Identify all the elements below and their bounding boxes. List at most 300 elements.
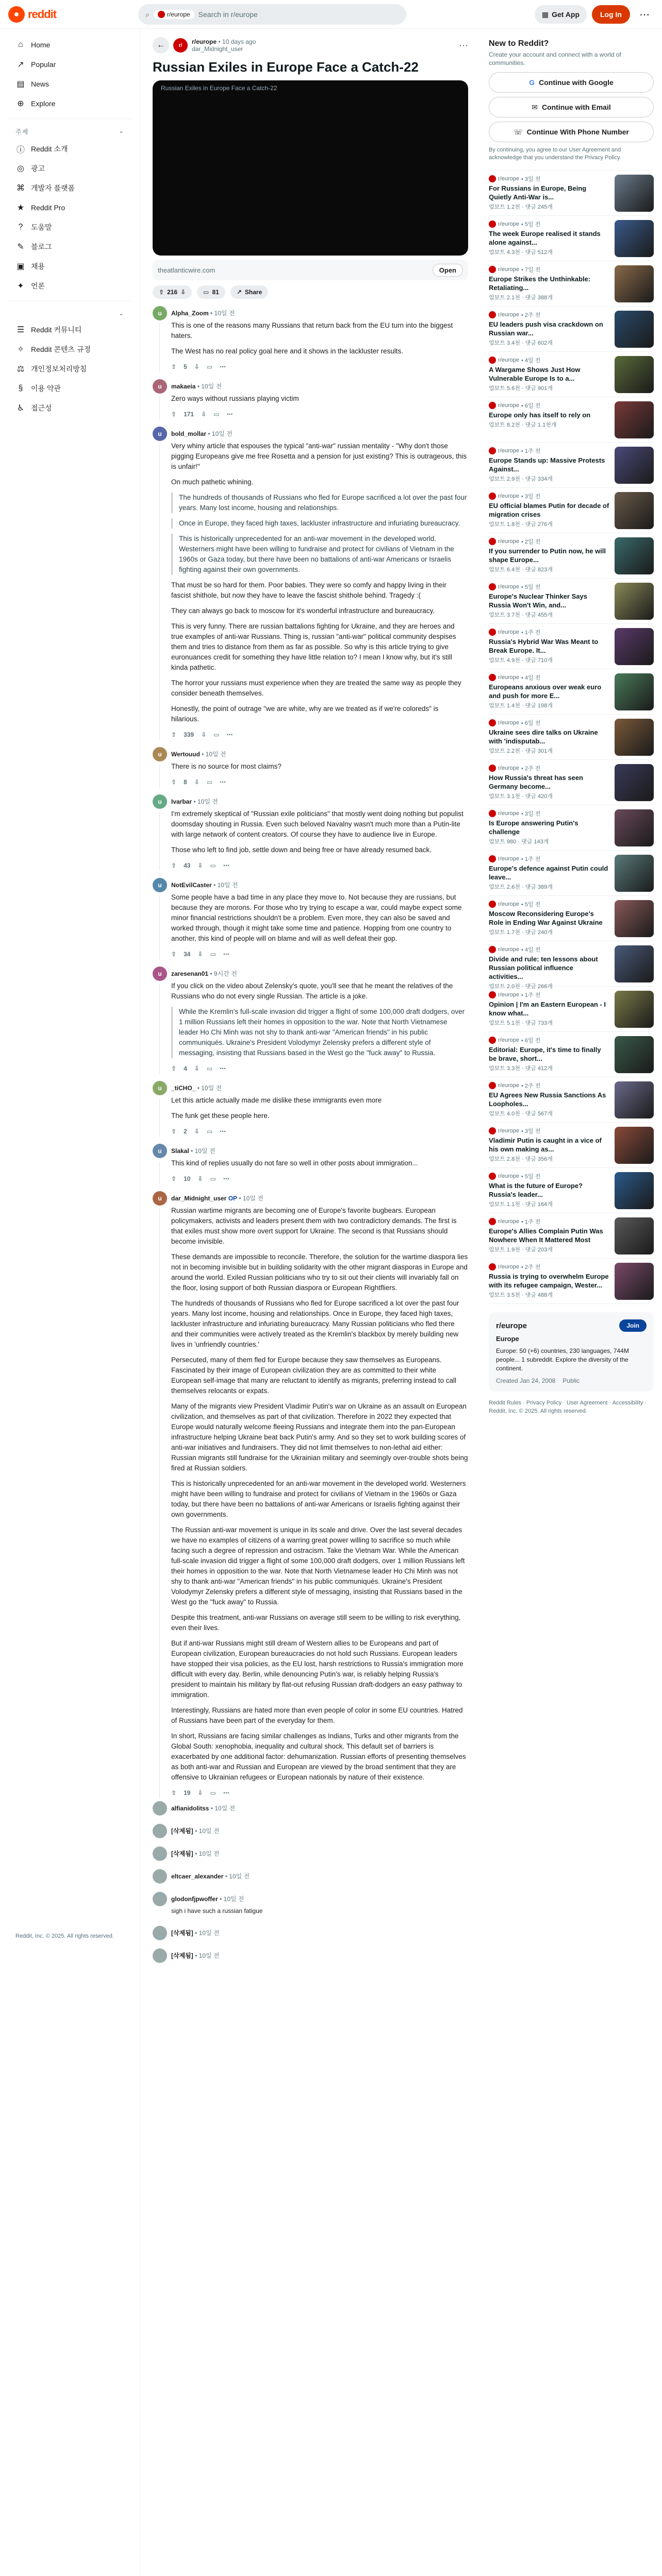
nav-resource-item[interactable]	[8, 139, 131, 159]
related-thumbnail[interactable]	[615, 945, 654, 982]
back-arrow-icon[interactable]: ←	[153, 37, 169, 54]
downvote-icon[interactable]: ⇩	[197, 951, 203, 958]
downvote-icon[interactable]: ⇩	[197, 1789, 203, 1797]
email-signup-button[interactable]	[489, 97, 654, 117]
related-thumbnail[interactable]	[615, 1081, 654, 1118]
related-sub-name[interactable]: r/europe	[498, 493, 519, 499]
comment-author[interactable]: alfianidolitss	[171, 1805, 209, 1812]
related-post[interactable]	[489, 851, 654, 896]
related-title[interactable]: Europe only has itself to rely on	[489, 411, 591, 419]
communities-icon: ☰	[16, 326, 25, 334]
accessibility-icon: ♿	[16, 404, 25, 413]
related-post[interactable]	[489, 760, 654, 805]
subreddit-avatar[interactable]: r/	[173, 38, 188, 53]
comment-author[interactable]: eltcaer_alexander	[171, 1873, 224, 1880]
related-title[interactable]: For Russians in Europe, Being Quietly Anti-War is...	[489, 184, 587, 201]
related-thumbnail[interactable]	[615, 900, 654, 937]
post-subreddit[interactable]: r/europe	[192, 38, 217, 45]
related-post[interactable]	[489, 1032, 654, 1077]
related-sub-name[interactable]: r/europe	[498, 584, 519, 590]
vote-control[interactable]	[153, 285, 192, 299]
collapsed-comment[interactable]	[153, 1801, 468, 1821]
join-button[interactable]: Join	[619, 1319, 647, 1332]
related-sub-name[interactable]: r/europe	[498, 357, 519, 363]
reply-button[interactable]: ▭	[213, 411, 220, 418]
nav-item-label: 도움말	[31, 223, 52, 231]
comment-author[interactable]: [삭제됨]	[171, 1952, 193, 1959]
comment-author[interactable]: [삭제됨]	[171, 1929, 193, 1937]
more-icon[interactable]: ⋯	[223, 1175, 229, 1182]
subreddit-info	[489, 1312, 654, 1392]
related-title[interactable]: Europe's defence against Putin could leave...	[489, 865, 608, 881]
comment-author[interactable]: _tiCHO_	[171, 1084, 196, 1092]
related-sub	[489, 492, 609, 500]
search-placeholder[interactable]: Search in r/europe	[198, 10, 258, 19]
more-icon[interactable]: ⋯	[223, 862, 229, 869]
upvote-icon[interactable]: ⇧	[171, 731, 177, 738]
related-title[interactable]: A Wargame Shows Just How Vulnerable Europe Is to a...	[489, 366, 581, 382]
related-title[interactable]: Europe Stands up: Massive Protests Against...	[489, 456, 605, 473]
comment-author[interactable]: bold_mollar	[171, 430, 207, 437]
related-thumbnail[interactable]	[615, 265, 654, 302]
more-icon[interactable]: ⋯	[220, 1065, 226, 1072]
comment-avatar[interactable]: u	[153, 1144, 167, 1158]
comment	[153, 967, 468, 1074]
op-comment	[153, 1191, 468, 1798]
collapsed-comment[interactable]	[153, 1948, 468, 1968]
phone-signup-button[interactable]	[489, 122, 654, 142]
related-sub-name[interactable]: r/europe	[498, 1128, 519, 1134]
downvote-icon[interactable]: ⇩	[194, 1128, 200, 1135]
share-button[interactable]	[230, 285, 268, 299]
related-title[interactable]: The week Europe realised it stands alone against...	[489, 230, 601, 246]
downvote-icon[interactable]: ⇩	[194, 363, 200, 370]
related-age: • 6일 전	[521, 403, 541, 409]
related-sub-name[interactable]: r/europe	[498, 1037, 519, 1043]
related-sub-name[interactable]: r/europe	[498, 221, 519, 227]
related-thumbnail[interactable]	[615, 447, 654, 484]
related-text	[489, 401, 609, 438]
comment-author[interactable]: Ivarbar	[171, 798, 192, 805]
post-options-icon[interactable]: ⋯	[459, 40, 468, 50]
comment-avatar[interactable]	[153, 1846, 167, 1861]
subreddit-icon	[489, 674, 496, 681]
nav-resource-item[interactable]	[8, 340, 131, 359]
related-thumbnail[interactable]	[615, 855, 654, 892]
related-stats: 업보트 1.4천 · 댓글 198개	[489, 703, 553, 709]
reply-button[interactable]: ▭	[213, 731, 220, 738]
reddit-logo[interactable]	[8, 6, 56, 23]
related-stats: 업보트 4.0천 · 댓글 567개	[489, 1111, 553, 1117]
nav-section-header[interactable]	[8, 301, 131, 320]
share-label: Share	[244, 289, 262, 296]
downvote-icon[interactable]: ⇩	[194, 1065, 200, 1072]
comment-meta	[171, 878, 468, 892]
related-post[interactable]	[489, 1168, 654, 1213]
collapsed-comment[interactable]	[153, 1846, 468, 1866]
related-sub-name[interactable]: r/europe	[498, 629, 519, 635]
related-title[interactable]: EU Agrees New Russia Sanctions As Loopholes...	[489, 1091, 606, 1108]
related-sub-name[interactable]: r/europe	[498, 1264, 519, 1270]
reply-button[interactable]: ▭	[206, 363, 213, 370]
related-sub-name[interactable]: r/europe	[498, 538, 519, 545]
nav-resource-item[interactable]	[8, 398, 131, 418]
related-thumbnail[interactable]	[615, 311, 654, 348]
upvote-icon[interactable]: ⇧	[171, 951, 177, 958]
related-title[interactable]: Vladimir Putin is caught in a vice of his own making as...	[489, 1137, 602, 1153]
downvote-icon[interactable]: ⇩	[201, 731, 207, 738]
comment-avatar[interactable]: u	[153, 794, 167, 809]
related-sub-name[interactable]: r/europe	[498, 1173, 519, 1179]
upvote-icon[interactable]: ⇧	[171, 778, 177, 786]
related-sub-name[interactable]: r/europe	[498, 402, 519, 409]
related-text	[489, 311, 609, 347]
thread-line[interactable]	[159, 812, 160, 871]
related-post[interactable]	[489, 1213, 654, 1259]
comment-text: That must be so hard for them. Poor babies. They were so comfy and happy living in their fascist shithole, but now they have to leave the fascist shithole behind. Tragedy :(	[171, 581, 447, 599]
related-title[interactable]: What is the future of Europe? Russia's leader...	[489, 1182, 583, 1198]
related-thumbnail[interactable]	[615, 809, 654, 846]
comment-actions	[171, 777, 468, 787]
related-text	[489, 175, 609, 211]
nav-item-explore[interactable]	[8, 94, 131, 113]
comment-avatar[interactable]	[153, 1892, 167, 1906]
nav-resource-item[interactable]	[8, 379, 131, 398]
downvote-icon[interactable]: ⇩	[197, 862, 203, 869]
related-sub-name[interactable]: r/europe	[498, 312, 519, 318]
upvote-icon[interactable]: ⇧	[171, 411, 177, 418]
comment-text: There is no source for most claims?	[171, 762, 282, 770]
related-thumbnail[interactable]	[615, 1172, 654, 1209]
comment-text: If you click on the video about Zelensky's quote, you'll see that he meant the relatives of the Russians who do not every single Russian. The article is a joke.	[171, 982, 453, 1000]
related-age: • 2일 전	[521, 539, 541, 545]
thread-line[interactable]	[159, 765, 160, 787]
upvote-icon[interactable]: ⇧	[171, 1789, 177, 1797]
collapsed-comment[interactable]	[153, 1869, 468, 1889]
related-thumbnail[interactable]	[615, 401, 654, 438]
comment-text: Let this article actually made me dislike these immigrants even more	[171, 1096, 382, 1104]
related-age: • 4일 전	[521, 947, 541, 953]
comment-text: Very whiny article that espouses the typical "anti-war" russian mentality - "Why don't those pigging Europeans give me free Rosetta and a pension for just existing? This is outrageous, this is unfair!"	[171, 442, 467, 470]
related-post[interactable]	[489, 1123, 654, 1168]
comment-avatar[interactable]: u	[153, 747, 167, 761]
related-title[interactable]: How Russia's threat has seen Germany become...	[489, 774, 583, 790]
related-post[interactable]	[489, 941, 654, 990]
thread-line[interactable]	[159, 1161, 160, 1184]
comment-author[interactable]: makaeia	[171, 383, 196, 390]
nav-resource-item[interactable]	[8, 320, 131, 340]
help-icon: ?	[18, 223, 23, 231]
comment-avatar[interactable]: u	[153, 306, 167, 320]
post-image[interactable]	[153, 80, 468, 256]
nav-resource-item[interactable]	[8, 276, 131, 296]
related-title[interactable]: If you surrender to Putin now, he will shape Europe...	[489, 547, 606, 564]
related-title[interactable]: Ukraine sees dire talks on Ukraine with 'indisputab...	[489, 728, 598, 745]
subreddit-icon	[489, 1082, 496, 1089]
related-post[interactable]	[489, 896, 654, 941]
related-thumbnail[interactable]	[615, 1127, 654, 1164]
upvote-icon[interactable]: ⇧	[171, 363, 177, 370]
subreddit-chip[interactable]	[154, 10, 194, 19]
related-post[interactable]	[489, 171, 654, 216]
nav-resource-item[interactable]	[8, 257, 131, 276]
comment-avatar[interactable]: u	[153, 1191, 167, 1206]
related-sub-name[interactable]: r/europe	[498, 946, 519, 953]
sub-name[interactable]: r/europe	[496, 1321, 527, 1330]
sub-title: Europe	[496, 1335, 519, 1343]
comment-author[interactable]: zaresenan01	[171, 970, 209, 977]
thread-line[interactable]	[159, 895, 160, 959]
related-title[interactable]: EU leaders push visa crackdown on Russian war...	[489, 320, 603, 337]
related-text	[489, 1217, 609, 1254]
downvote-icon[interactable]: ⇩	[194, 778, 200, 786]
collapsed-comment[interactable]	[153, 1926, 468, 1945]
comment-avatar[interactable]	[153, 1801, 167, 1816]
more-icon[interactable]: ⋯	[639, 9, 650, 21]
nav-section-title: 주제	[15, 128, 29, 135]
related-thumbnail[interactable]	[615, 1263, 654, 1300]
nav-item-label: Reddit Pro	[31, 204, 65, 212]
comment-author[interactable]: Alpha_Zoom	[171, 310, 209, 317]
nav-item-home[interactable]	[8, 35, 131, 55]
related-thumbnail[interactable]	[615, 628, 654, 665]
comment-author[interactable]: [삭제됨]	[171, 1850, 193, 1857]
related-post[interactable]	[489, 987, 654, 1032]
more-icon[interactable]: ⋯	[226, 731, 233, 738]
related-post[interactable]	[489, 579, 654, 624]
nav-item-popular[interactable]	[8, 55, 131, 74]
comment-avatar[interactable]	[153, 1824, 167, 1838]
upvote-icon[interactable]: ⇧	[159, 289, 164, 296]
thread-line[interactable]	[159, 1209, 160, 1798]
thread-line[interactable]	[159, 324, 160, 372]
related-post[interactable]	[489, 624, 654, 669]
upvote-icon[interactable]: ⇧	[171, 862, 177, 869]
downvote-icon[interactable]: ⇩	[197, 1175, 203, 1182]
related-thumbnail[interactable]	[615, 991, 654, 1028]
nav-resource-item[interactable]	[8, 178, 131, 198]
signup-box	[489, 37, 654, 164]
comment-avatar[interactable]: u	[153, 379, 167, 394]
related-post[interactable]	[489, 443, 654, 488]
related-post[interactable]	[489, 805, 654, 851]
comment	[153, 427, 468, 740]
comment-avatar[interactable]	[153, 1948, 167, 1963]
search-bar[interactable]	[138, 4, 406, 25]
comment-avatar[interactable]	[153, 1869, 167, 1884]
comment-avatar[interactable]: u	[153, 878, 167, 892]
upvote-icon[interactable]: ⇧	[171, 1175, 177, 1182]
thread-line[interactable]	[159, 397, 160, 419]
comment-text: The hundreds of thousands of Russians who fled for Europe sacrificed a lot over the past four years. Many lost income, housing and relationships. Once in Europe, they faced high taxes, lackluster infrastructure and infuriating bureaucracy. Many Russian politicians who fled there and their communities were actively treated as the Kremlin's blackbox by merely building new lives in 'unfriendly countries.'	[171, 1299, 459, 1348]
related-sub-name[interactable]: r/europe	[498, 266, 519, 273]
comment-avatar[interactable]: u	[153, 427, 167, 441]
comment-text: The West has no real policy goal here and it shows in the lackluster results.	[171, 347, 403, 355]
careers-icon: ▣	[16, 262, 25, 271]
comment-author[interactable]: Slakal	[171, 1147, 189, 1155]
related-post[interactable]	[489, 488, 654, 533]
related-title[interactable]: EU official blames Putin for decade of migration crises	[489, 502, 609, 518]
thread-line[interactable]	[159, 444, 160, 740]
related-post[interactable]	[489, 669, 654, 715]
comments-button[interactable]	[197, 285, 225, 299]
related-sub-name[interactable]: r/europe	[498, 810, 519, 817]
related-post[interactable]	[489, 307, 654, 352]
comment-author[interactable]: glodonfjpwoffer	[171, 1895, 218, 1903]
comment-author[interactable]: NotEvilCaster	[171, 882, 212, 889]
related-thumbnail[interactable]	[615, 175, 654, 212]
post-author[interactable]: dar_Midnight_user	[192, 45, 243, 53]
related-sub-name[interactable]: r/europe	[498, 448, 519, 454]
related-thumbnail[interactable]	[615, 356, 654, 393]
related-sub-name[interactable]: r/europe	[498, 720, 519, 726]
reply-button[interactable]: ▭	[210, 951, 216, 958]
nav-resource-item[interactable]	[8, 159, 131, 178]
related-title[interactable]: Europe's Nuclear Thinker Says Russia Won't Win, and...	[489, 592, 587, 609]
related-thumbnail[interactable]	[615, 764, 654, 801]
google-signup-button[interactable]	[489, 72, 654, 93]
related-post[interactable]	[489, 715, 654, 760]
post-link-bar[interactable]	[153, 260, 468, 280]
comment-actions	[171, 949, 468, 959]
nav-resource-item[interactable]	[8, 217, 131, 237]
more-icon[interactable]: ⋯	[220, 778, 226, 786]
downvote-icon[interactable]: ⇩	[180, 289, 186, 296]
open-link-button[interactable]: Open	[433, 264, 463, 277]
more-icon[interactable]: ⋯	[223, 951, 229, 958]
related-title[interactable]: Is Europe answering Putin's challenge	[489, 819, 578, 836]
chevron-icon[interactable]: ⌄	[118, 127, 124, 134]
upvote-icon[interactable]: ⇧	[171, 1065, 177, 1072]
more-icon[interactable]: ⋯	[223, 1789, 229, 1797]
more-icon[interactable]: ⋯	[226, 411, 233, 418]
comment-count: 81	[212, 289, 219, 296]
related-post[interactable]	[489, 533, 654, 579]
related-title[interactable]: Moscow Reconsidering Europe's Role in Ending War Against Ukraine	[489, 910, 603, 926]
related-sub	[489, 356, 609, 364]
related-thumbnail[interactable]	[615, 1217, 654, 1255]
downvote-icon[interactable]: ⇩	[201, 411, 207, 418]
nav-resource-item[interactable]	[8, 237, 131, 257]
collapsed-comment[interactable]	[153, 1824, 468, 1843]
related-post[interactable]	[489, 352, 654, 397]
related-title[interactable]: Russia is trying to overwhelm Europe with its refugee campaign, Wester...	[489, 1273, 609, 1289]
comment-age: • 10일 전	[195, 1827, 220, 1835]
get-app-button[interactable]	[535, 5, 587, 24]
nav-item-news[interactable]	[8, 74, 131, 94]
related-sub-name[interactable]: r/europe	[498, 992, 519, 998]
related-title[interactable]: Europe Strikes the Unthinkable: Retaliating...	[489, 275, 591, 292]
related-thumbnail[interactable]	[615, 492, 654, 529]
comment-age: • 10일 전	[210, 310, 235, 317]
reply-button[interactable]: ▭	[206, 778, 213, 786]
related-post[interactable]	[489, 1077, 654, 1123]
comment-author[interactable]: dar_Midnight_user	[171, 1195, 227, 1202]
related-sub-name[interactable]: r/europe	[498, 901, 519, 907]
reply-button[interactable]: ▭	[206, 1128, 213, 1135]
chevron-icon[interactable]: ⌄	[118, 310, 124, 317]
related-title[interactable]: Divide and rule: ten lessons about Russian political influence activities...	[489, 955, 598, 980]
comment-avatar[interactable]	[153, 1926, 167, 1940]
related-sub-name[interactable]: r/europe	[498, 1218, 519, 1225]
related-sub	[489, 447, 609, 455]
more-icon[interactable]: ⋯	[220, 363, 226, 370]
related-post[interactable]	[489, 1259, 654, 1304]
comment-author[interactable]: Wertouud	[171, 751, 200, 758]
related-title[interactable]: Europeans anxious over weak euro and push for more E...	[489, 683, 602, 700]
nav-resource-item[interactable]	[8, 359, 131, 379]
related-title[interactable]: Russia's Hybrid War Was Meant to Break Europe. It...	[489, 638, 599, 654]
comment	[153, 1144, 468, 1184]
related-stats: 업보트 5.1천 · 댓글 733개	[489, 1020, 553, 1026]
related-post[interactable]	[489, 216, 654, 261]
nav-resource-item[interactable]	[8, 198, 131, 217]
subreddit-icon	[489, 946, 496, 953]
related-stats: 업보트 1.9천 · 댓글 203개	[489, 1247, 553, 1253]
comment-text: This is one of the reasons many Russians that return back from the EU turn into the biggest haters.	[171, 321, 453, 340]
related-thumbnail[interactable]	[615, 1036, 654, 1073]
related-sub	[489, 764, 609, 772]
subreddit-icon	[489, 402, 496, 409]
comment-age: • 10일 전	[208, 430, 233, 437]
subreddit-icon	[489, 855, 496, 862]
explore-icon: ⊕	[17, 99, 24, 108]
related-sub	[489, 175, 609, 183]
more-icon[interactable]: ⋯	[220, 1128, 226, 1135]
related-sub-name[interactable]: r/europe	[498, 765, 519, 771]
related-thumbnail[interactable]	[615, 719, 654, 756]
thread-line[interactable]	[159, 1098, 160, 1137]
related-sub-name[interactable]: r/europe	[498, 674, 519, 681]
comment	[153, 878, 468, 959]
related-text	[489, 628, 609, 665]
related-thumbnail[interactable]	[615, 583, 654, 620]
reply-button[interactable]: ▭	[210, 1789, 216, 1797]
subreddit-icon	[489, 175, 496, 182]
upvote-icon[interactable]: ⇧	[171, 1128, 177, 1135]
nav-item-label: Reddit 콘텐츠 규정	[31, 345, 91, 353]
reply-button[interactable]: ▭	[210, 862, 216, 869]
related-age: • 3일 전	[521, 811, 541, 817]
comment-author[interactable]: [삭제됨]	[171, 1827, 193, 1835]
related-title[interactable]: Europe's Allies Complain Putin Was Nowhere When It Mattered Most	[489, 1227, 603, 1244]
related-sub-name[interactable]: r/europe	[498, 856, 519, 862]
related-stats: 업보트 2.8천 · 댓글 356개	[489, 1156, 553, 1162]
comment-text: The funk get these people here.	[171, 1112, 270, 1120]
related-post[interactable]	[489, 261, 654, 307]
comment-avatar[interactable]: u	[153, 1081, 167, 1095]
pro-icon: ★	[16, 204, 25, 212]
collapsed-comment[interactable]	[153, 1892, 468, 1923]
related-title[interactable]: Opinion | I'm an Eastern European - I know what...	[489, 1001, 606, 1017]
reply-button[interactable]: ▭	[206, 1065, 213, 1072]
comment-text: I'm extremely skeptical of "Russian exile politicians" that mostly went doing nothing but populist doomsday shouting in Russia. Even such beloved Navalny wasn't much more than a Putin-lite with large network of content creators. Of course they have to audience live in Europe.	[171, 810, 464, 838]
nav-section-header[interactable]	[8, 118, 131, 139]
related-post[interactable]	[489, 397, 654, 443]
related-thumbnail[interactable]	[615, 673, 654, 710]
related-thumbnail[interactable]	[615, 537, 654, 574]
related-title[interactable]: Editorial: Europe, it's time to finally be brave, short...	[489, 1046, 601, 1062]
related-sub-name[interactable]: r/europe	[498, 1082, 519, 1089]
login-button[interactable]: Log In	[592, 5, 630, 24]
subreddit-icon	[489, 1127, 496, 1134]
related-thumbnail[interactable]	[615, 220, 654, 257]
related-sub-name[interactable]: r/europe	[498, 176, 519, 182]
comment-avatar[interactable]: u	[153, 967, 167, 981]
reply-button[interactable]: ▭	[210, 1175, 216, 1182]
privacy-icon: ⚖	[16, 365, 25, 374]
thread-line[interactable]	[159, 984, 160, 1074]
